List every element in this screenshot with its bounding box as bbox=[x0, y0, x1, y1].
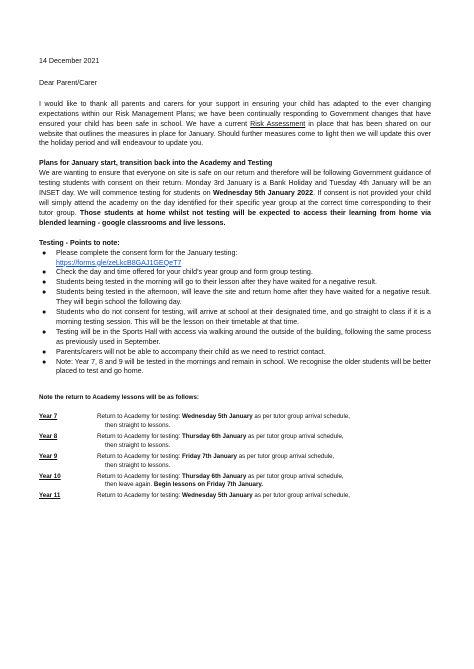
return-details bbox=[97, 453, 431, 471]
return-day: Thursday 6th January bbox=[181, 433, 247, 441]
point-text: Testing will be in the Sports Hall with access via walking around the outside of the building, following the same process as previously used in September. bbox=[56, 327, 431, 346]
table-row bbox=[39, 492, 431, 501]
intro-paragraph bbox=[39, 100, 431, 150]
year-label: Year 11 bbox=[39, 492, 61, 500]
return-continuation bbox=[97, 422, 431, 431]
return-text: Return to Academy for testing: bbox=[97, 433, 182, 441]
year-label: Year 7 bbox=[39, 413, 58, 421]
bullet-icon: ● bbox=[42, 327, 47, 336]
intro-text-start: I would like to thank all parents and carers for your support in ensuring your child has adapted to the ever changing expectations within our Risk Management Plans; we have been continually responding to Government changes that have ensured your child has been safe in school. We have a current bbox=[39, 99, 431, 128]
risk-assessment-link[interactable]: Risk Assessment bbox=[250, 119, 306, 128]
bullet-icon: ● bbox=[42, 278, 47, 287]
year-label: Year 8 bbox=[39, 433, 58, 441]
return-continuation bbox=[97, 462, 431, 471]
return-schedule: as per tutor group arrival schedule, bbox=[252, 413, 351, 421]
return-details bbox=[97, 433, 431, 451]
letter-date: 14 December 2021 bbox=[39, 57, 100, 65]
bullet-icon: ● bbox=[42, 268, 47, 277]
bullet-icon: ● bbox=[42, 347, 47, 356]
testing-heading: Testing - Points to note: bbox=[39, 238, 120, 247]
lessons-begin-note: Begin lessons on Friday 7th January. bbox=[153, 481, 264, 489]
bullet-icon: ● bbox=[42, 248, 47, 257]
continuation-text: then straight to lessons. bbox=[105, 461, 171, 469]
point-text: Students who do not consent for testing, will arrive at school at their designated time, and go straight to class if it is a morning testing session. This will be the lesson on their timetable at that time. bbox=[56, 308, 431, 326]
return-line bbox=[97, 453, 431, 462]
return-day: Wednesday 5th January bbox=[181, 413, 253, 421]
return-text: Return to Academy for testing: bbox=[97, 492, 182, 500]
continuation-text: then leave again. bbox=[105, 481, 154, 489]
list-item bbox=[39, 249, 431, 269]
intro-text-end: in place that has been shared on our website that outlines the measures in place for January. Should further measures come to light then we will update this over the holiday period and will endeavour to update you. bbox=[39, 119, 431, 148]
testing-start-date: Wednesday 5th January 2022 bbox=[212, 189, 314, 198]
return-continuation bbox=[97, 442, 431, 451]
testing-points-list bbox=[39, 249, 431, 378]
point-text: Students being tested in the morning will go to their lesson after they have waited for a negative result. bbox=[56, 278, 377, 287]
list-item bbox=[39, 328, 431, 348]
return-line bbox=[97, 433, 431, 442]
plans-text-start: We are wanting to ensure that everyone on site is safe on our return and therefore will be following Government guidance of testing students with consent on their return. Monday 3rd January is a Bank Holiday and Tuesday 4th January will be an INSET day. We will commence testing for students on bbox=[39, 169, 431, 198]
plans-text-middle: . If consent is not provided your child will simply attend the academy on the day identified for their specific year group at the correct time corresponding to their tutor group. bbox=[39, 189, 432, 217]
return-schedule: as per tutor group arrival schedule, bbox=[246, 472, 344, 480]
list-item bbox=[39, 348, 431, 358]
schedule-heading: Note the return to Academy lessons will be as follows: bbox=[39, 394, 199, 402]
return-schedule: as per tutor group arrival schedule, bbox=[246, 433, 344, 441]
consent-form-link[interactable]: https://forms.gle/zeLkcB8GAJ1GEQeT7 bbox=[56, 258, 182, 267]
year-label: Year 10 bbox=[39, 472, 61, 480]
return-details bbox=[97, 492, 431, 501]
return-day: Friday 7th January bbox=[181, 452, 237, 460]
salutation: Dear Parent/Carer bbox=[39, 78, 97, 87]
bullet-icon: ● bbox=[42, 288, 47, 297]
continuation-text: then straight to lessons. bbox=[105, 441, 171, 449]
return-schedule: as per tutor group arrival schedule, bbox=[236, 452, 335, 460]
table-row bbox=[39, 473, 431, 491]
table-row bbox=[39, 453, 431, 471]
plans-paragraph bbox=[39, 169, 431, 228]
home-learning-note: Those students at home whilst not testing will be expected to access their learning from home via blended learning - google classrooms and live lessons. bbox=[39, 208, 431, 227]
return-text: Return to Academy for testing: bbox=[97, 413, 182, 421]
list-item bbox=[39, 308, 431, 328]
letter-body bbox=[39, 57, 431, 503]
year-label: Year 9 bbox=[39, 452, 58, 460]
list-item bbox=[39, 278, 431, 288]
consent-form-text: Please complete the consent form for the January testing: bbox=[56, 248, 238, 257]
return-continuation bbox=[97, 481, 431, 490]
return-line bbox=[97, 492, 431, 501]
point-text: Parents/carers will not be able to accompany their child as we need to restrict contact. bbox=[56, 347, 326, 356]
return-details bbox=[97, 473, 431, 491]
table-row bbox=[39, 413, 431, 431]
bullet-icon: ● bbox=[42, 357, 47, 366]
point-text: Students being tested in the afternoon, will leave the site and return home after they have waited for a negative result. They will begin school the following day. bbox=[56, 288, 431, 307]
return-details bbox=[97, 413, 431, 431]
schedule-table bbox=[39, 413, 431, 501]
return-day: Wednesday 5th January bbox=[181, 492, 253, 500]
point-text: Note: Year 7, 8 and 9 will be tested in the mornings and remain in school. We recognise the older students will be better placed to test and go home. bbox=[56, 357, 431, 376]
return-day: Thursday 6th January bbox=[181, 472, 247, 480]
plans-heading: Plans for January start, transition back into the Academy and Testing bbox=[39, 159, 273, 168]
return-text: Return to Academy for testing: bbox=[97, 452, 182, 460]
return-text: Return to Academy for testing: bbox=[97, 472, 182, 480]
bullet-icon: ● bbox=[42, 308, 47, 317]
return-line bbox=[97, 473, 431, 482]
point-text: Check the day and time offered for your child’s year group and form group testing. bbox=[56, 268, 313, 277]
list-item bbox=[39, 358, 431, 378]
return-line bbox=[97, 413, 431, 422]
return-schedule: as per tutor group arrival schedule, bbox=[252, 492, 351, 500]
continuation-text: then straight to lessons. bbox=[105, 422, 171, 430]
list-item bbox=[39, 288, 431, 308]
table-row bbox=[39, 433, 431, 451]
list-item bbox=[39, 268, 431, 278]
